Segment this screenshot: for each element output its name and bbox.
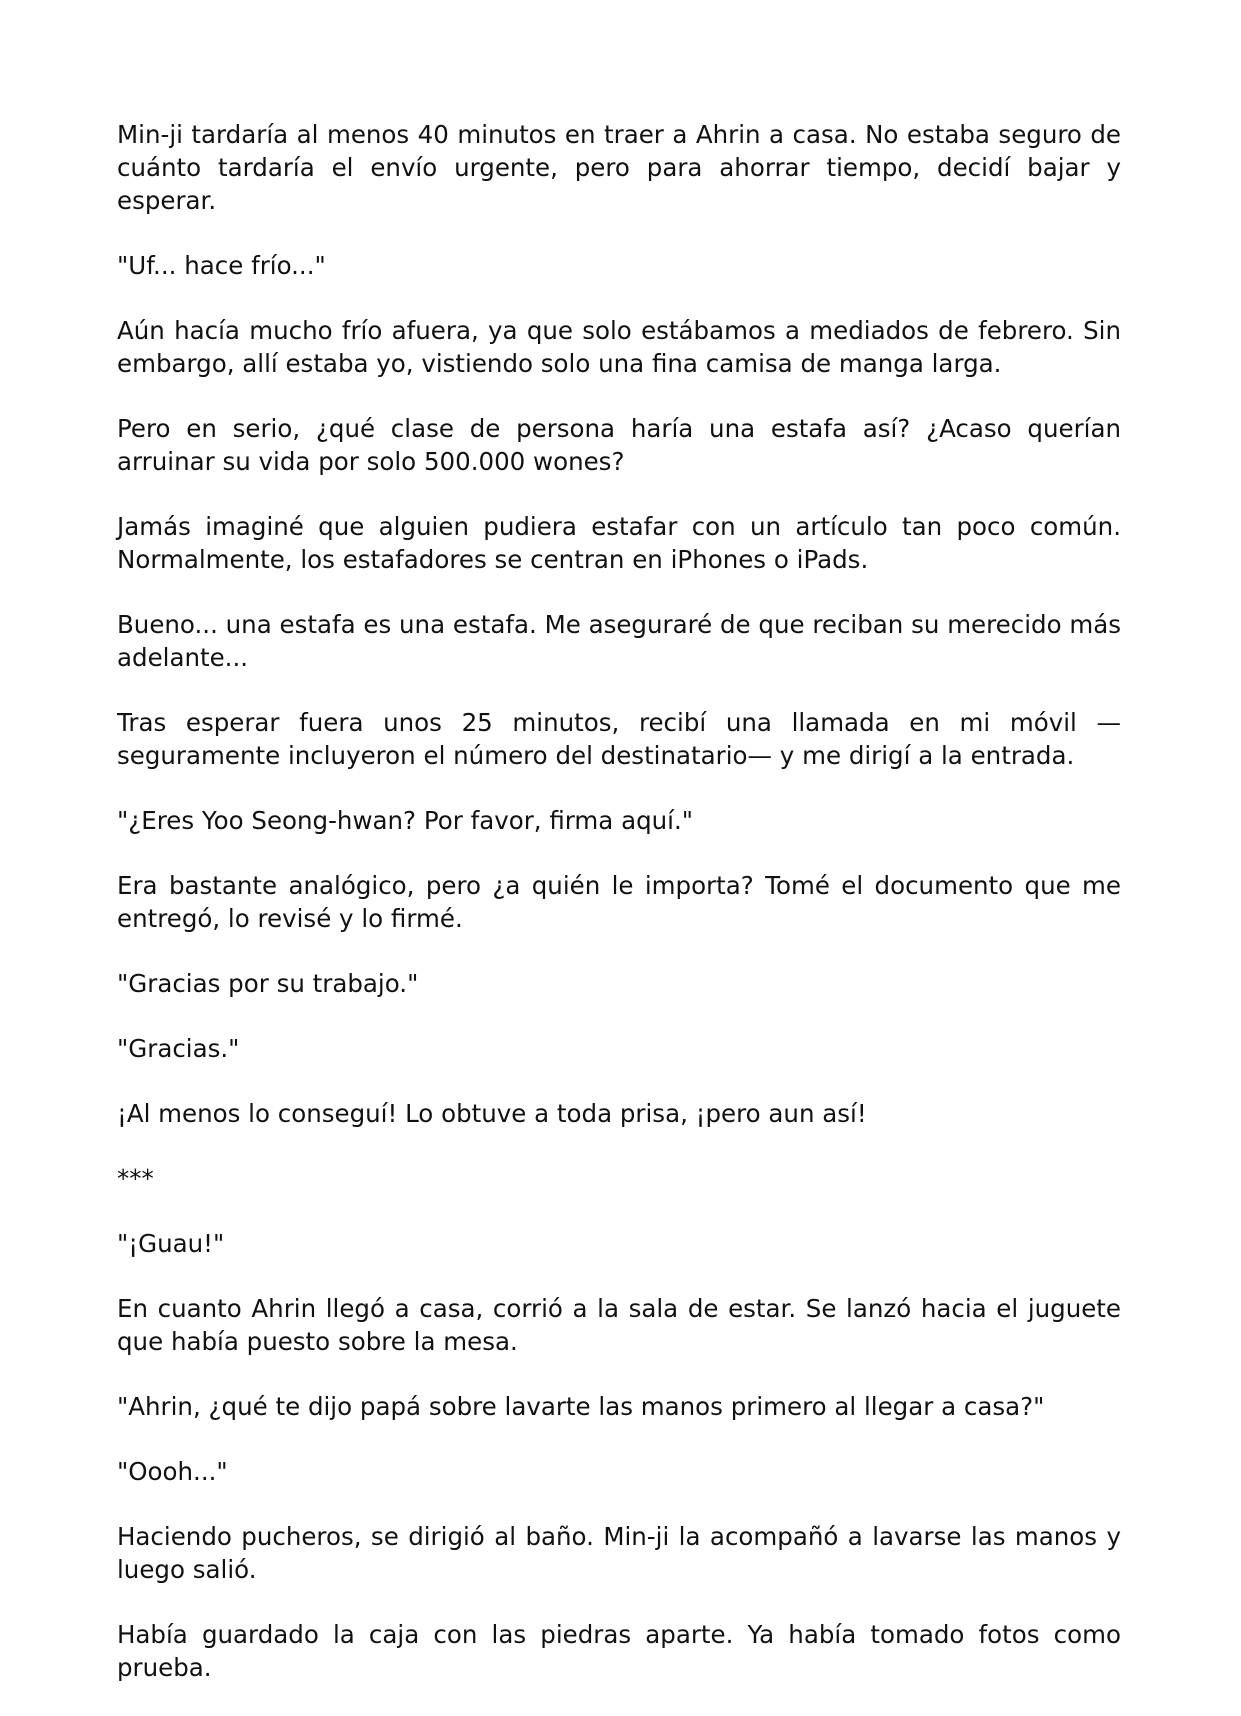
paragraph: "¡Guau!": [117, 1229, 225, 1258]
paragraph: "Gracias.": [117, 1034, 240, 1063]
paragraph: Tras esperar fuera unos 25 minutos, recibí una llamada en mi móvil —seguramente incluyeron el número del destinatario— y me dirigí a la entrada.: [117, 708, 1121, 770]
paragraph: Había guardado la caja con las piedras aparte. Ya había tomado fotos como prueba.: [117, 1620, 1121, 1682]
paragraph: Jamás imaginé que alguien pudiera estafar con un artículo tan poco común. Normalmente, los estafadores se centran en iPhones o iPads.: [117, 512, 1121, 574]
paragraph: En cuanto Ahrin llegó a casa, corrió a la sala de estar. Se lanzó hacia el juguete que había puesto sobre la mesa.: [117, 1294, 1121, 1356]
paragraph: ¡Al menos lo conseguí! Lo obtuve a toda prisa, ¡pero aun así!: [117, 1099, 867, 1128]
paragraph: Min-ji tardaría al menos 40 minutos en traer a Ahrin a casa. No estaba seguro de cuánto tardaría el envío urgente, pero para ahorrar tiempo, decidí bajar y esperar.: [117, 120, 1121, 215]
paragraph: Haciendo pucheros, se dirigió al baño. Min-ji la acompañó a lavarse las manos y luego salió.: [117, 1522, 1121, 1584]
paragraph: Bueno... una estafa es una estafa. Me aseguraré de que reciban su merecido más adelante...: [117, 610, 1121, 672]
paragraph: Pero en serio, ¿qué clase de persona haría una estafa así? ¿Acaso querían arruinar su vida por solo 500.000 wones?: [117, 414, 1121, 476]
paragraph: "Oooh...": [117, 1457, 228, 1486]
paragraph: "Uf... hace frío...": [117, 251, 326, 280]
paragraph: "¿Eres Yoo Seong-hwan? Por favor, firma aquí.": [117, 806, 694, 835]
paragraph: Aún hacía mucho frío afuera, ya que solo estábamos a mediados de febrero. Sin embargo, allí estaba yo, vistiendo solo una fina camisa de manga larga.: [117, 316, 1121, 378]
paragraph: "Gracias por su trabajo.": [117, 969, 419, 998]
document-body: [117, 118, 1121, 1716]
paragraph: Era bastante analógico, pero ¿a quién le importa? Tomé el documento que me entregó, lo revisé y lo firmé.: [117, 871, 1121, 933]
scene-break: ***: [117, 1164, 154, 1193]
paragraph: "Ahrin, ¿qué te dijo papá sobre lavarte las manos primero al llegar a casa?": [117, 1392, 1045, 1421]
